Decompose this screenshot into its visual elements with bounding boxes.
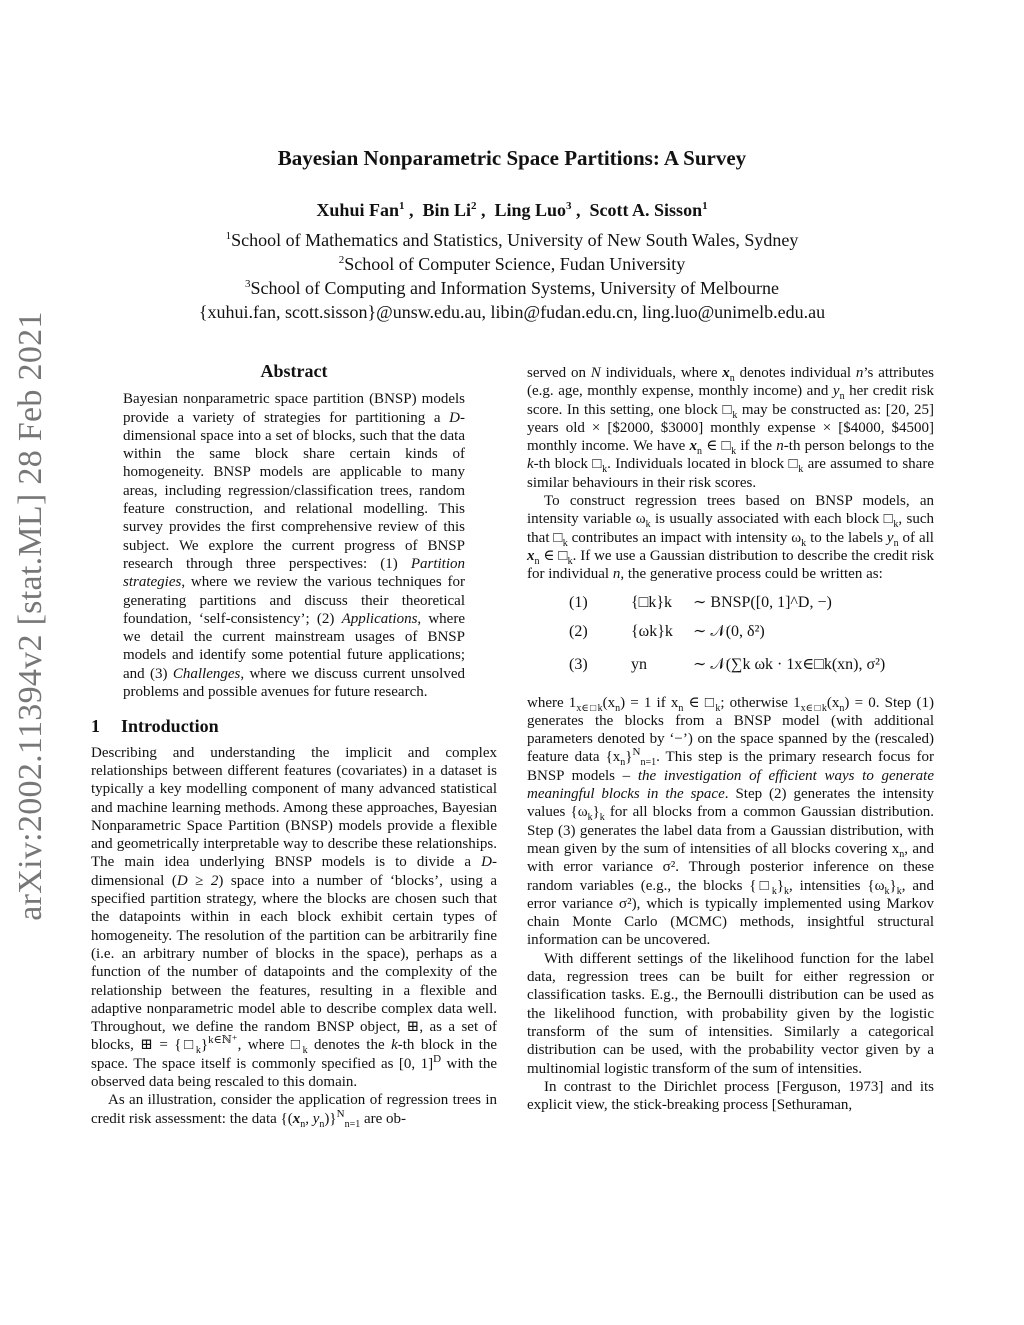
math-sup: N [632, 746, 641, 759]
author-aff: 1 [398, 200, 405, 212]
text: -dimensional ( [91, 854, 497, 889]
math: n [612, 566, 621, 583]
text: may be constructed as: [20, 25] years old × [$2000, $3000] monthly expense × [$4000, $4500] monthly income. We have [527, 401, 935, 455]
author-aff: 3 [566, 200, 572, 212]
text: denotes the [307, 1037, 392, 1054]
math-sup: k∈ℕ⁺ [208, 1034, 238, 1047]
text: As an illustration, consider the application of regression trees in credit risk assessment: the data {( [91, 1092, 497, 1127]
text: contributes an impact with intensity ω [567, 529, 802, 546]
equation-lhs: yn [631, 655, 647, 673]
math-sub: k [562, 537, 568, 549]
text: ; otherwise 1 [720, 694, 801, 711]
text: ) = 1 if x [620, 694, 679, 711]
author-emails: {xuhui.fan, scott.sisson}@unsw.edu.au, libin@fudan.edu.cn, ling.luo@unimelb.edu.au [198, 302, 826, 322]
text: To construct regression trees based on BNSP models, an intensity variable ω [527, 493, 934, 528]
affiliation-2 [0, 252, 1024, 276]
affiliation-3 [0, 276, 1024, 300]
math-sub: n [839, 702, 845, 714]
math-sub: k [801, 537, 807, 549]
math-sub: k [567, 555, 573, 567]
math-sub: n [899, 848, 905, 860]
affiliation-text: School of Computer Science, Fudan University [344, 254, 686, 274]
abstract-text: , where we review the various techniques for generating partitions and discuss their theoretical foundation, ‘self-consistency’; (2) [123, 574, 465, 627]
math: k [391, 1037, 398, 1054]
math: n [855, 365, 864, 381]
author-aff: 1 [702, 200, 708, 212]
equation-lhs: {ωk}k [631, 622, 673, 640]
math-sup: N [336, 1107, 345, 1120]
math: y [886, 529, 894, 546]
math-sub: n [696, 446, 702, 458]
equation-rhs: ∼ BNSP([0, 1]^D, −) [693, 593, 832, 611]
intro-paragraph-1 [91, 744, 497, 1092]
text: if the [736, 438, 777, 455]
text: , and with error variance σ². Through posterior inference on these random variables (e.g., the blocks {□ [527, 840, 934, 894]
body-paragraph-5: In contrast to the Dirichlet process [Ferguson, 1973] and its explicit view, the stick-breaking process [Sethuraman, [527, 1078, 934, 1114]
math-sub: n [839, 391, 845, 403]
math-sub: n [534, 555, 540, 567]
abstract-text: -dimensional space into a set of blocks, such that the data within the same block share certain kinds of homogeneity. BNSP models are applicable to many areas, including regression/classification trees, random feature construction, and relational modelling. This survey provides the first comprehensive review of this subject. We explore the current progress of BNSP research through three perspectives: (1) [123, 409, 465, 572]
math-sup: D [433, 1052, 442, 1065]
equation-rhs: ∼ 𝒩(∑k ωk · 1x∈□k(xn), σ²) [693, 655, 886, 673]
math-sub: x∈□k [800, 702, 827, 714]
equation-number: (2) [569, 622, 588, 640]
math: D ≥ 2 [176, 872, 219, 889]
section-title: Introduction [121, 716, 219, 737]
arxiv-side-label: arXiv:2002.11394v2 [stat.ML] 28 Feb 2021 [12, 311, 49, 921]
math-sub: k [771, 885, 777, 897]
abstract-body [123, 390, 465, 701]
math: y [832, 383, 840, 400]
text: individuals, where [600, 365, 723, 381]
text: Describing and understanding the implicit and complex relationships between different features (covariates) in a dataset is typically a key modelling component of many advanced statistical and machine learning methods. Among these approaches, Bayesian Nonparametric Space Partition (BNSP) models provide a flexible and geometrically interpretable way to describe these relationships. The main idea underlying BNSP models is to divide a [91, 744, 497, 871]
math-sub: n [678, 702, 684, 714]
text: } [625, 749, 633, 766]
text: } [776, 877, 785, 894]
math-sub: k [715, 702, 721, 714]
text: , intensities {ω [789, 877, 885, 894]
text: of all [898, 529, 934, 546]
text: (x [826, 694, 840, 711]
body-paragraph-2 [527, 492, 934, 583]
math-sub: k [893, 519, 899, 531]
math-sub: k [884, 885, 890, 897]
math: , y [305, 1110, 320, 1127]
text: , such that □ [527, 511, 934, 546]
math-sub: n=1 [640, 757, 657, 769]
math-sub: k [784, 885, 790, 897]
math-sub: k [587, 812, 593, 824]
abstract-text: Bayesian nonparametric space partition (BNSP) models provide a variety of strategies for partitioning a [123, 391, 465, 426]
math-sub: x∈□k [576, 702, 603, 714]
text: . This step is the primary research focus for BNSP models – [527, 749, 934, 784]
math-sub: k [798, 464, 804, 476]
abstract-text: , where we discuss current unsolved problems and possible avenues for future research. [123, 665, 465, 701]
math: N [590, 365, 601, 381]
text: to the labels [806, 529, 887, 546]
text: for all blocks from a common Gaussian distribution. Step (3) generates the label data from a Gaussian distribution, with mean given by the sum of intensities of all blocks covering x [527, 804, 934, 857]
text: (x [602, 694, 616, 711]
text: her credit risk score. In this setting, one block □ [527, 383, 934, 418]
section-heading-introduction [91, 717, 497, 735]
text: } [592, 804, 600, 821]
math-sub: n [729, 373, 735, 384]
affiliation-mark: 3 [245, 278, 251, 290]
math: x [527, 547, 535, 564]
text: ) = 0. Step (1) generates the blocks from a BNSP model (with additional parameters denoted by ‘−’) on the space spanned by the (rescaled) feature data {x [527, 694, 934, 766]
intro-paragraph-2 [91, 1091, 497, 1128]
math-sub: n [893, 537, 899, 549]
text: ∈ □ [683, 694, 716, 711]
abstract-emph: Applications [341, 610, 418, 627]
body-paragraph-3 [527, 694, 934, 950]
right-column [527, 364, 934, 1114]
text: with the observed data being rescaled to this domain. [91, 1055, 497, 1090]
equation-number: (3) [569, 655, 588, 673]
affiliation-text: School of Computing and Information Systems, University of Melbourne [250, 278, 779, 298]
text: . Step (2) generates the intensity values {ω [527, 786, 935, 821]
paper-title: Bayesian Nonparametric Space Partitions: A Survey [277, 146, 747, 170]
text: , where □ [237, 1037, 303, 1054]
text: , the generative process could be written as: [620, 566, 883, 583]
author-aff: 2 [471, 200, 477, 212]
abstract-emph: Partition strategies [123, 555, 465, 591]
text: } [889, 877, 897, 894]
text: are ob- [360, 1110, 407, 1127]
author-name: Bin Li [422, 200, 471, 220]
text: ∈ □ [539, 547, 568, 564]
equation-lhs: {□k}k [631, 593, 673, 611]
generative-equations [569, 590, 934, 688]
body-paragraph-4: With different settings of the likelihood function for the label data, regression trees can be built for either regression or classification tasks. E.g., the Bernoulli distribution can be used as the likelihood function, with probability given by the logistic transform of the sum of intensities. Similarly a categorical distribution can be used, with the probability vector given by a multinomial logistic transform of the sum of intensities. [527, 950, 934, 1077]
math-sub: n [319, 1118, 325, 1130]
text: ) space into a number of ‘blocks’, using a specified partition strategy, where the blocks are chosen such that the datapoints within in each block exhibit certain types of homogeneity. The resolution of the partition can be arbitrarily fine (i.e. an arbitrary number of blocks in the space), perhaps as a function of the number of datapoints and the complexity of the relationship between the features, resulting in a flexible and adaptive nonparametric model able to describe complex data well. Throughout, we define the random BNSP object, ⊞, as a set of blocks, ⊞ = {□ [91, 872, 497, 1054]
equation-rhs: ∼ 𝒩(0, δ²) [693, 622, 765, 640]
text: . If we use a Gaussian distribution to describe the credit risk for individual [527, 547, 934, 583]
section-number: 1 [91, 716, 100, 737]
math-sub: n [615, 702, 621, 714]
abstract-heading: Abstract [260, 361, 328, 381]
abstract-math: D [449, 409, 460, 426]
body-paragraph-1 [527, 364, 934, 492]
text: } [200, 1037, 209, 1054]
math-sub: k [731, 446, 737, 458]
text: served on [527, 365, 591, 381]
math-sub: k [645, 519, 651, 531]
math: n [776, 438, 784, 455]
text: are assumed to share similar behaviours in their risk scores. [527, 456, 934, 491]
math-sub: k [602, 464, 608, 476]
text: -th block in the space. The space itself is commonly specified as [0, 1] [91, 1037, 498, 1072]
math-sub: k [195, 1045, 201, 1057]
text: ’s attributes (e.g. age, monthly expense, monthly income) and [527, 365, 935, 400]
math: x [689, 438, 697, 455]
math-sub: k [896, 885, 902, 897]
math-sub: n=1 [344, 1118, 361, 1130]
math-sub: n [300, 1118, 306, 1130]
text: . Individuals located in block □ [607, 456, 799, 473]
emph: the investigation of efficient ways to generate meaningful blocks in the space [527, 767, 934, 803]
text: -th person belongs to the [783, 438, 935, 455]
text: denotes individual [734, 365, 856, 381]
math-sub: k [302, 1045, 308, 1057]
affiliation-mark: 2 [338, 254, 345, 266]
affiliation-mark: 1 [225, 230, 232, 242]
affiliation-1 [0, 228, 1024, 252]
author-name: Ling Luo [494, 200, 567, 220]
text: -th block □ [533, 456, 603, 473]
math: D [481, 854, 492, 871]
author-name: Xuhui Fan [316, 200, 399, 220]
left-column [91, 362, 497, 1128]
equation-number: (1) [569, 593, 588, 611]
affiliation-text: School of Mathematics and Statistics, University of New South Wales, Sydney [231, 230, 799, 250]
math-sub: n [620, 757, 626, 769]
author-list: Xuhui Fan$^1$ , Bin Li$^2$ , Ling Luo$^3$ , Scott A. Sisson$^1$ [316, 200, 708, 220]
author-name: Scott A. Sisson [589, 200, 703, 220]
text: is usually associated with each block □ [650, 511, 894, 528]
math: x [292, 1110, 301, 1127]
math-sub: k [732, 409, 738, 421]
text: , and error variance σ²), which is typically implemented using Markov chain Monte Carlo (MCMC) methods, insightful structural information can be uncovered. [527, 877, 934, 949]
math: k [527, 456, 534, 473]
text: where 1 [527, 694, 577, 711]
math-sub: k [599, 812, 605, 824]
abstract-text: , where we detail the current mainstream usages of BNSP models and identify some potential future applications; and (3) [123, 610, 465, 682]
text: )} [324, 1110, 337, 1127]
text: ∈ □ [701, 438, 732, 455]
math: x [722, 365, 730, 381]
abstract-emph: Challenges [172, 665, 241, 682]
